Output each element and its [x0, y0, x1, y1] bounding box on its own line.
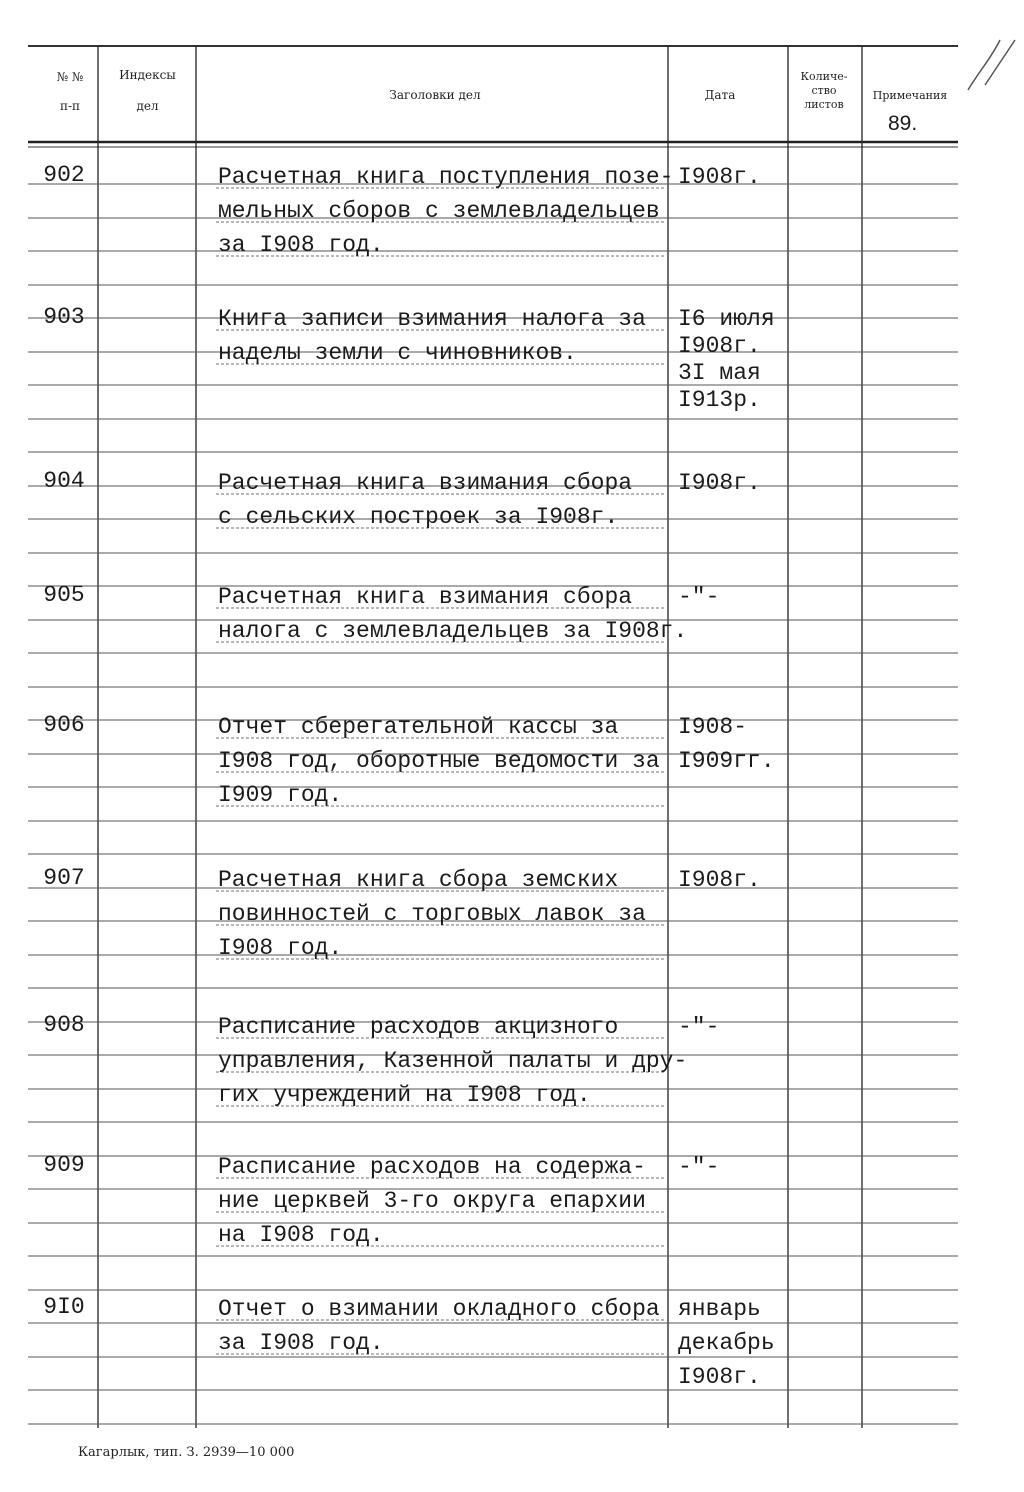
entry-title-line: I908 год, оборотные ведомости за	[218, 748, 660, 774]
printer-imprint: Кагарлык, тип. З. 2939—10 000	[78, 1445, 295, 1460]
entry-title-line: Отчет о взимании окладного сбора	[218, 1296, 660, 1322]
entry-date-line: I909гг.	[678, 748, 775, 774]
entry-date-line: -"-	[678, 584, 720, 610]
entry-date-line: -"-	[678, 1154, 720, 1180]
header-count-label: Количе- ство листов	[800, 70, 848, 111]
entry-date-line: декабрь	[678, 1330, 775, 1356]
entry-number: 909	[43, 1152, 85, 1178]
entry-title-line: Отчет сберегательной кассы за	[218, 714, 619, 740]
entry-number: 908	[43, 1012, 85, 1038]
entry-title-line: I909 год.	[218, 782, 343, 808]
header-notes-label: Примечания	[872, 89, 948, 102]
entry-date-line: январь	[678, 1296, 761, 1322]
entry-title-line: мельных сборов с землевладельцев	[218, 198, 660, 224]
entry-number: 907	[43, 865, 85, 891]
header-num-label: № № п-п	[56, 70, 84, 113]
entry-title-line: за I908 год.	[218, 232, 384, 258]
entry-date-line: I913р.	[678, 387, 761, 413]
entry-number: 9I0	[43, 1294, 85, 1320]
header-index-label: Индексы дел	[119, 68, 176, 113]
entry-title-line: на I908 год.	[218, 1222, 384, 1248]
entry-number: 903	[43, 304, 85, 330]
entry-title-line: налога с землевладельцев за I908г.	[218, 618, 688, 644]
entry-title-line: ние церквей 3-го округа епархии	[218, 1188, 646, 1214]
sheet-number: 89.	[888, 112, 918, 135]
entry-title-line: Расписание расходов на содержа-	[218, 1154, 646, 1180]
entry-title-line: Расписание расходов акцизного	[218, 1014, 619, 1040]
entry-title-line: Расчетная книга поступления позе-	[218, 164, 674, 190]
entry-number: 902	[43, 162, 85, 188]
entry-title-line: I908 год.	[218, 935, 343, 961]
header-date-label: Дата	[704, 88, 736, 102]
entry-title-line: Книга записи взимания налога за	[218, 306, 646, 332]
entry-title-line: гих учреждений на I908 год.	[218, 1082, 591, 1108]
entry-date-line: I908-	[678, 714, 748, 740]
entry-date-line: I908г.	[678, 333, 761, 359]
entry-number: 904	[43, 468, 85, 494]
handwritten-mark	[968, 40, 1015, 90]
entry-title-line: управления, Казенной палаты и дру-	[218, 1048, 688, 1074]
entry-date-line: I908г.	[678, 1364, 761, 1390]
entry-number: 906	[43, 712, 85, 738]
header-title-label: Заголовки дел	[389, 88, 481, 102]
entry-date-line: I908г.	[678, 470, 761, 496]
entry-title-line: повинностей с торговых лавок за	[218, 901, 646, 927]
entry-date-line: -"-	[678, 1014, 720, 1040]
entry-title-line: наделы земли с чиновников.	[218, 340, 577, 366]
entry-number: 905	[43, 582, 85, 608]
entry-date-line: I908г.	[678, 867, 761, 893]
entry-date-line: I6 июля	[678, 306, 775, 332]
entry-date-line: I908г.	[678, 164, 761, 190]
entry-title-line: Расчетная книга взимания сбора	[218, 470, 633, 496]
entry-title-line: Расчетная книга взимания сбора	[218, 584, 633, 610]
entry-title-line: за I908 год.	[218, 1330, 384, 1356]
entry-title-line: Расчетная книга сбора земских	[218, 867, 619, 893]
entry-title-line: с сельских построек за I908г.	[218, 504, 619, 530]
entry-date-line: 3I мая	[678, 360, 761, 386]
